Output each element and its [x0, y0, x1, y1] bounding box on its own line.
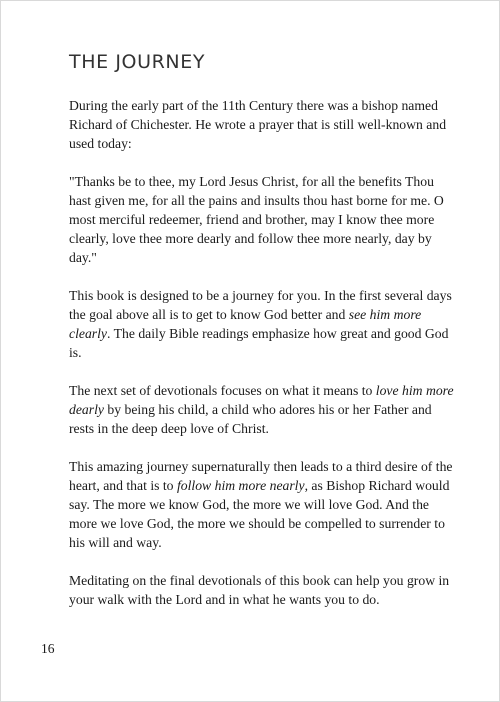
paragraph-5 [69, 457, 459, 552]
paragraph-3-text-a: This book is designed to be a journey for you. In the first several days the goal above all is to get to know God better and [69, 288, 452, 322]
paragraph-6 [69, 571, 459, 609]
body-text [69, 96, 459, 628]
paragraph-4 [69, 381, 459, 438]
page-number: 16 [41, 641, 55, 656]
paragraph-4-text-b: by being his child, a child who adores his or her Father and rests in the deep deep love of Christ. [69, 402, 432, 436]
paragraph-5-text-a: This amazing journey supernaturally then leads to a third desire of the heart, and that is to [69, 459, 453, 493]
paragraph-4-text-a: The next set of devotionals focuses on what it means to [69, 383, 376, 398]
paragraph-4-emphasis: love him more dearly [69, 383, 454, 417]
page-title: THE JOURNEY [69, 51, 206, 73]
paragraph-5-text-b: , as Bishop Richard would say. The more we know God, the more we will love God. And the more we love God, the more we should be compelled to surrender to his will and way. [69, 478, 450, 550]
paragraph-6-text: Meditating on the final devotionals of this book can help you grow in your walk with the Lord and in what he wants you to do. [69, 573, 450, 607]
paragraph-1 [69, 96, 459, 153]
paragraph-2-prayer-quote [69, 172, 459, 267]
paragraph-3 [69, 286, 459, 362]
paragraph-1-text: During the early part of the 11th Century there was a bishop named Richard of Chichester. He wrote a prayer that is still well-known and used today: [69, 98, 447, 151]
paragraph-3-emphasis: see him more clearly [69, 307, 422, 341]
paragraph-3-text-b: . The daily Bible readings emphasize how great and good God is. [69, 326, 449, 360]
paragraph-2-text: "Thanks be to thee, my Lord Jesus Christ, for all the benefits Thou hast given me, for all the pains and insults thou hast borne for me. O most merciful redeemer, friend and brother, may I know thee more clearly, love thee more dearly and follow thee more nearly, day by day." [69, 174, 444, 265]
paragraph-5-emphasis: follow him more nearly [176, 478, 305, 493]
